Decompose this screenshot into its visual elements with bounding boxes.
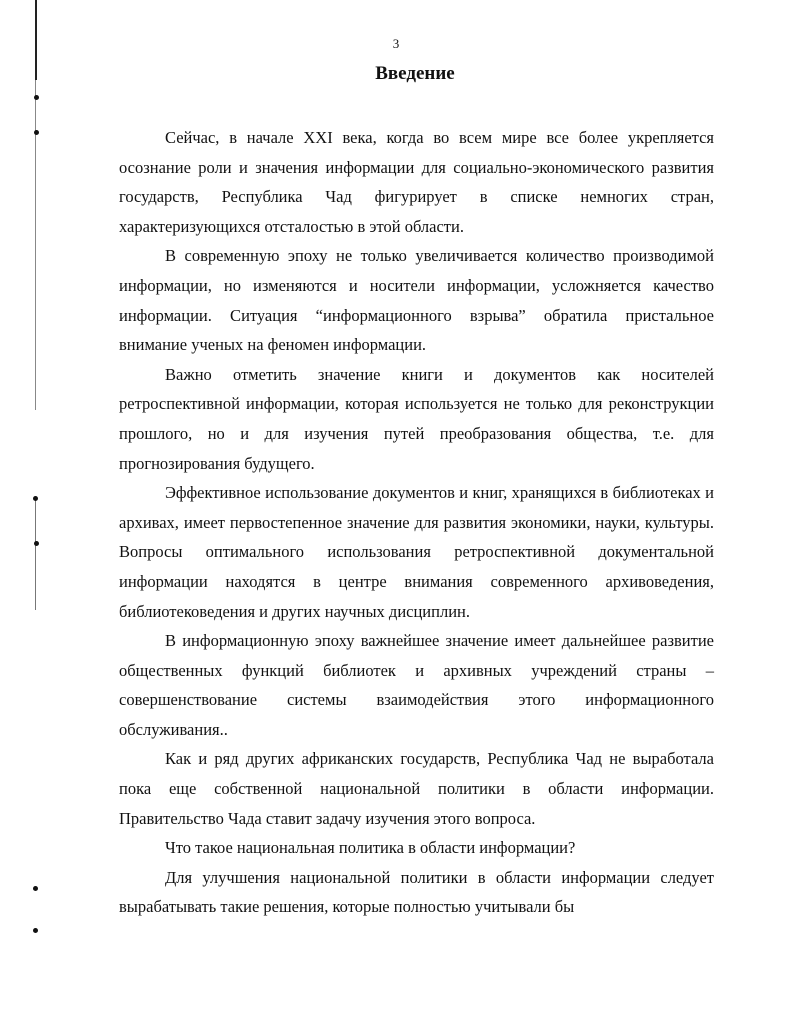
paragraph: Как и ряд других африканских государств, Республика Чад не выработала пока еще собственной национальной политики в области информации. Правительство Чада ставит задачу изучения этого вопроса.	[119, 749, 714, 828]
scan-punch-dot	[33, 886, 38, 891]
page-title: Введение	[375, 63, 455, 84]
scan-punch-dot	[33, 928, 38, 933]
scan-margin-line	[35, 500, 36, 610]
paragraph: Эффективное использование документов и книг, хранящихся в библиотеках и архивах, имеет первостепенное значение для развития экономики, науки, культуры. Вопросы оптимального использования ретроспективной документальной информации находятся в центре внимания современного архивоведения, библиотековедения и других научных дисциплин.	[119, 483, 714, 621]
paragraph: Сейчас, в начале XXI века, когда во всем мире все более укрепляется осознание роли и значения информации для социально-экономического развития государств, Республика Чад фигурирует в списке немногих стран, характеризующихся отсталостью в этой области.	[119, 128, 714, 236]
body-text	[119, 123, 714, 922]
scan-punch-dot	[34, 130, 39, 135]
scan-punch-dot	[33, 496, 38, 501]
paragraph: В современную эпоху не только увеличивается количество производимой информации, но изменяются и носители информации, усложняется качество информации. Ситуация “информационного взрыва” обратила пристальное внимание ученых на феномен информации.	[119, 246, 714, 355]
page-number: 3	[392, 36, 400, 51]
scan-punch-dot	[34, 95, 39, 100]
paragraph: Для улучшения национальной политики в области информации следует вырабатывать такие решения, которые полностью учитывали бы	[119, 867, 714, 917]
paragraph: Важно отметить значение книги и документов как носителей ретроспективной информации, которая используется не только для реконструкции прошлого, но и для изучения путей преобразования общества, т.е. для прогнозирования будущего.	[119, 364, 714, 473]
paragraph: В информационную эпоху важнейшее значение имеет дальнейшее развитие общественных функций библиотек и архивных учреждений страны – совершенствование системы взаимодействия этого информационного обслуживания..	[119, 631, 714, 739]
scan-punch-dot	[34, 541, 39, 546]
paragraph: Что такое национальная политика в области информации?	[165, 838, 576, 858]
